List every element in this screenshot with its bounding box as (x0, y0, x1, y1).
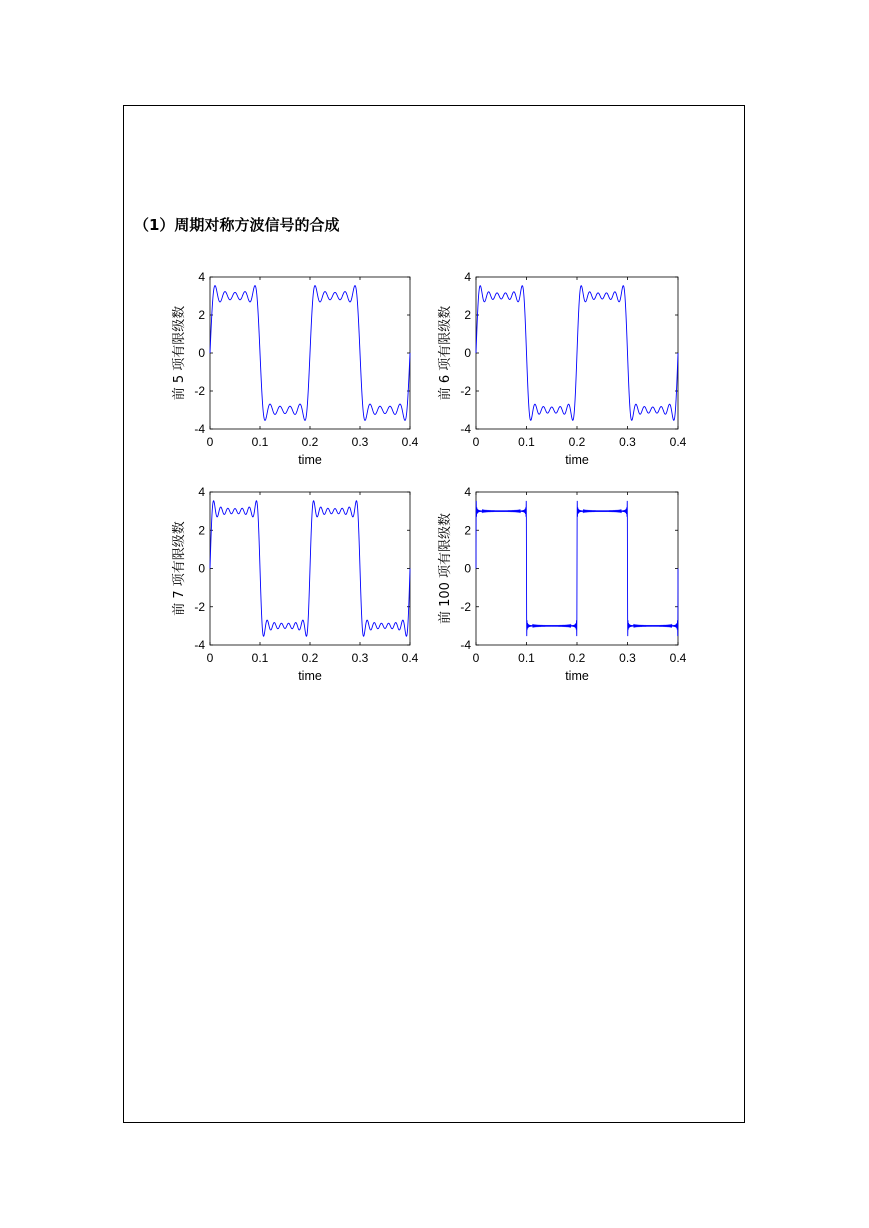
y-tick-label: 2 (464, 308, 471, 322)
y-tick-label: -4 (460, 422, 471, 436)
y-axis-label: 前 7 项有限级数 (172, 521, 187, 616)
x-tick-label: 0.3 (619, 651, 636, 665)
y-tick-label: -2 (194, 384, 205, 398)
x-tick-label: 0.2 (568, 435, 586, 449)
y-tick-label: 4 (464, 270, 471, 284)
y-axis-label: 前 100 项有限级数 (438, 512, 453, 625)
section-heading: （1）周期对称方波信号的合成 (134, 216, 340, 234)
x-tick-label: 0.4 (401, 651, 419, 665)
x-axis-label: time (298, 669, 322, 683)
y-tick-label: -4 (460, 638, 471, 652)
y-tick-label: -2 (460, 384, 471, 398)
y-tick-label: 4 (464, 485, 471, 499)
x-tick-label: 0.1 (251, 435, 269, 449)
y-tick-label: -4 (194, 638, 205, 652)
y-tick-label: 2 (464, 523, 471, 538)
y-tick-label: 4 (198, 270, 205, 284)
subplot-2 (437, 270, 687, 467)
subplot-4 (437, 485, 687, 683)
y-tick-label: -2 (460, 599, 471, 614)
x-tick-label: 0 (472, 651, 480, 665)
x-tick-label: 0 (472, 435, 480, 449)
x-tick-label: 0 (206, 651, 214, 665)
x-axis-label: time (565, 453, 589, 467)
y-tick-label: -4 (194, 422, 205, 436)
y-axis-label: 前 6 项有限级数 (438, 305, 453, 401)
y-tick-label: 2 (198, 523, 205, 538)
y-tick-label: 4 (198, 485, 205, 499)
x-axis-label: time (565, 669, 589, 683)
x-tick-label: 0.2 (568, 651, 586, 665)
x-tick-label: 0.2 (301, 435, 319, 449)
y-tick-label: 0 (464, 561, 471, 576)
x-tick-label: 0.3 (351, 651, 369, 665)
x-axis-label: time (298, 453, 322, 467)
x-tick-label: 0.3 (619, 435, 636, 449)
y-tick-label: 2 (198, 308, 205, 322)
y-tick-label: 0 (198, 561, 205, 576)
x-tick-label: 0.4 (669, 651, 687, 665)
x-tick-label: 0.1 (518, 435, 535, 449)
x-tick-label: 0.1 (251, 651, 269, 665)
series-line (210, 501, 410, 636)
series-line (476, 286, 678, 421)
series-line (476, 501, 678, 636)
series-line (210, 286, 410, 421)
subplot-1 (171, 270, 419, 467)
x-tick-label: 0.2 (301, 651, 319, 665)
x-tick-label: 0 (206, 435, 214, 449)
subplot-3 (171, 485, 419, 683)
x-tick-label: 0.4 (669, 435, 687, 449)
x-tick-label: 0.4 (401, 435, 419, 449)
x-tick-label: 0.1 (518, 651, 535, 665)
y-tick-label: 0 (198, 346, 205, 360)
y-axis-label: 前 5 项有限级数 (172, 305, 187, 401)
x-tick-label: 0.3 (351, 435, 369, 449)
y-tick-label: 0 (464, 346, 471, 360)
y-tick-label: -2 (194, 599, 205, 614)
